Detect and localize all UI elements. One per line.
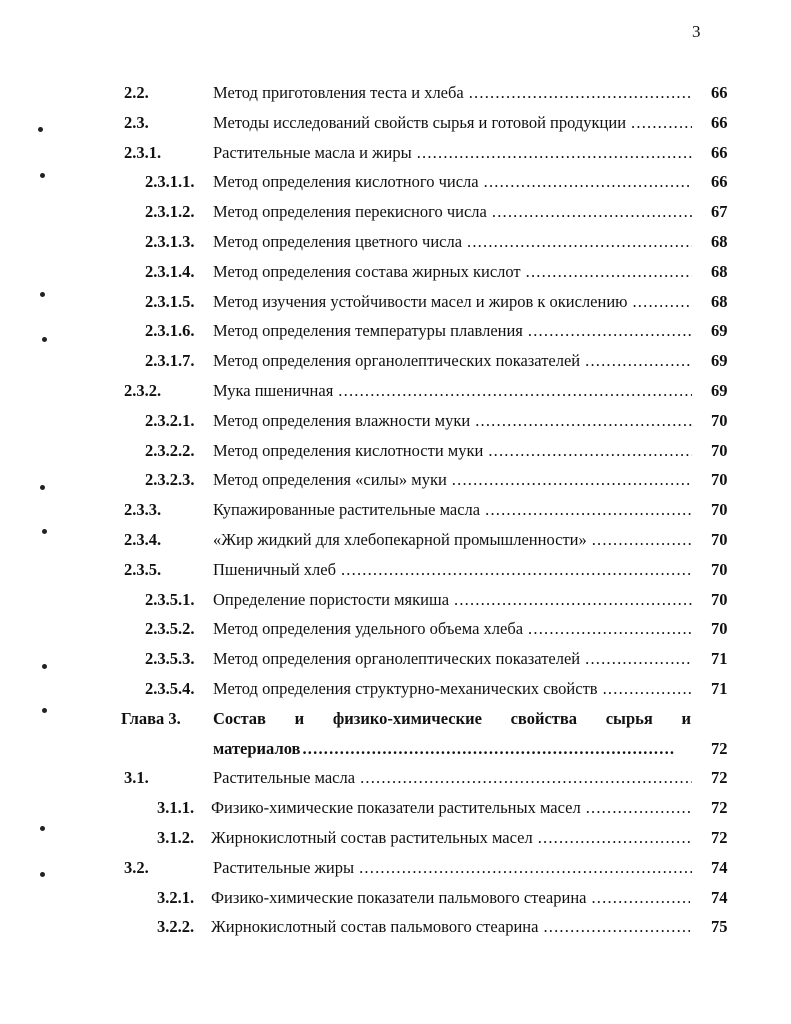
chapter-title-word: сырья — [605, 708, 653, 728]
toc-row[interactable] — [0, 257, 791, 287]
toc-row[interactable] — [0, 436, 791, 466]
toc-number: 2.3.1. — [124, 142, 162, 162]
toc-page: 70 — [711, 440, 728, 460]
toc-number: 2.3.2.3. — [145, 470, 195, 490]
chapter-heading-continuation[interactable] — [0, 734, 791, 764]
toc-row[interactable] — [0, 585, 791, 615]
toc-row[interactable] — [0, 376, 791, 406]
page-number: 3 — [692, 22, 701, 41]
toc-page: 70 — [711, 500, 728, 520]
toc-number: 2.3.5.2. — [145, 619, 195, 639]
dot-leader — [543, 917, 690, 937]
toc-title: Метод определения цветного числа — [213, 231, 463, 251]
toc-page: 66 — [711, 172, 728, 192]
toc-page: 70 — [711, 529, 728, 549]
toc-number: 2.3.5.3. — [145, 649, 195, 669]
dot-leader — [417, 143, 692, 163]
toc-row[interactable] — [0, 78, 791, 108]
scan-dot — [42, 664, 47, 669]
toc-page: 74 — [711, 857, 728, 877]
toc-row[interactable] — [0, 197, 791, 227]
toc-number: 3.2. — [124, 857, 149, 877]
dot-leader — [586, 798, 690, 818]
toc-row[interactable] — [0, 495, 791, 525]
scan-dot — [42, 708, 47, 713]
toc-row[interactable] — [0, 287, 791, 317]
toc-page: 67 — [711, 202, 728, 222]
toc-title: Физико-химические показатели растительных масел — [211, 798, 581, 818]
toc-title: «Жир жидкий для хлебопекарной промышленности» — [213, 529, 587, 549]
toc-page: 68 — [711, 261, 728, 281]
toc-title: Метод определения влажности муки — [213, 410, 471, 430]
toc-title: Методы исследований свойств сырья и готовой продукции — [213, 112, 627, 132]
toc-number: 3.2.2. — [157, 917, 195, 937]
scan-dot — [40, 485, 45, 490]
toc-page: 71 — [711, 649, 728, 669]
toc-title: Растительные жиры — [213, 857, 355, 877]
toc-title: Метод определения органолептических показателей — [213, 351, 581, 371]
toc-title: Метод определения перекисного числа — [213, 202, 487, 222]
toc-number: 2.3.1.7. — [145, 351, 195, 371]
toc-number: 3.2.1. — [157, 887, 195, 907]
toc-page: 70 — [711, 619, 728, 639]
dot-leader — [631, 113, 692, 133]
scan-dot — [40, 173, 45, 178]
toc-title: Пшеничный хлеб — [213, 559, 336, 579]
toc-page: 70 — [711, 470, 728, 490]
chapter-title-word: свойства — [510, 708, 578, 728]
dot-leader — [475, 411, 692, 431]
toc-page: 72 — [711, 827, 728, 847]
scan-dot — [40, 292, 45, 297]
dot-leader — [603, 679, 692, 699]
toc-title: Жирнокислотный состав пальмового стеарина — [211, 917, 539, 937]
toc-row[interactable] — [0, 763, 791, 793]
toc-page: 70 — [711, 559, 728, 579]
dot-leader — [302, 739, 675, 759]
scan-dot — [38, 127, 43, 132]
toc-title: Метод изучения устойчивости масел и жиров к окислению — [213, 291, 628, 311]
chapter-title-cont: материалов — [213, 738, 301, 758]
scan-dot — [40, 826, 45, 831]
toc-row[interactable] — [0, 614, 791, 644]
toc-row[interactable] — [0, 853, 791, 883]
toc-number: 3.1.1. — [157, 798, 195, 818]
toc-number: 2.3.4. — [124, 529, 162, 549]
toc-page: 69 — [711, 380, 728, 400]
toc-title: Метод определения кислотного числа — [213, 172, 479, 192]
dot-leader — [469, 83, 692, 103]
toc-page: 66 — [711, 142, 728, 162]
toc-row[interactable] — [0, 406, 791, 436]
toc-title: Растительные масла и жиры — [213, 142, 412, 162]
toc-number: 3.1.2. — [157, 827, 195, 847]
toc-number: 2.3. — [124, 112, 149, 132]
toc-page: 69 — [711, 351, 728, 371]
dot-leader — [454, 590, 692, 610]
toc-title: Метод определения структурно-механических свойств — [213, 678, 598, 698]
toc-row[interactable] — [0, 912, 791, 942]
toc-page: 68 — [711, 231, 728, 251]
dot-leader — [591, 888, 690, 908]
toc-number: 2.3.2. — [124, 380, 162, 400]
toc-title: Метод определения кислотности муки — [213, 440, 484, 460]
chapter-title-line — [213, 709, 691, 729]
toc-row[interactable] — [0, 644, 791, 674]
chapter-title-word: Состав — [213, 708, 266, 728]
toc-title: Метод определения температуры плавления — [213, 321, 523, 341]
chapter-title-word: физико-химические — [332, 708, 482, 728]
scan-dot — [40, 872, 45, 877]
toc-title: Метод определения состава жирных кислот — [213, 261, 521, 281]
toc-page: 66 — [711, 112, 728, 132]
chapter-title-word: и — [681, 708, 691, 728]
dot-leader — [360, 768, 692, 788]
toc-page: 72 — [711, 798, 728, 818]
toc-row[interactable] — [0, 316, 791, 346]
toc-number: 2.2. — [124, 83, 149, 102]
dot-leader — [538, 828, 690, 848]
dot-leader — [632, 292, 692, 312]
toc-page: 75 — [711, 917, 728, 937]
dot-leader — [528, 619, 692, 639]
chapter-number: Глава 3. — [121, 708, 181, 728]
dot-leader — [585, 351, 692, 371]
toc-row[interactable] — [0, 108, 791, 138]
toc-number: 3.1. — [124, 768, 149, 788]
toc-row[interactable] — [0, 555, 791, 585]
dot-leader — [452, 470, 692, 490]
toc-title: Мука пшеничная — [213, 380, 334, 400]
scan-dot — [42, 529, 47, 534]
table-of-contents — [0, 78, 791, 942]
toc-row[interactable] — [0, 346, 791, 376]
toc-page: 70 — [711, 589, 728, 609]
toc-number: 2.3.1.3. — [145, 231, 195, 251]
dot-leader — [585, 649, 692, 669]
toc-number: 2.3.1.6. — [145, 321, 195, 341]
dot-leader — [485, 500, 692, 520]
toc-page: 71 — [711, 678, 728, 698]
dot-leader — [526, 262, 692, 282]
toc-title: Метод определения «силы» муки — [213, 470, 447, 490]
toc-number: 2.3.1.2. — [145, 202, 195, 222]
dot-leader — [359, 858, 692, 878]
toc-title: Жирнокислотный состав растительных масел — [211, 827, 533, 847]
toc-page: 69 — [711, 321, 728, 341]
toc-page: 72 — [711, 738, 728, 758]
toc-title: Физико-химические показатели пальмового стеарина — [211, 887, 587, 907]
toc-number: 2.3.5.4. — [145, 678, 195, 698]
toc-number: 2.3.5.1. — [145, 589, 195, 609]
toc-title: Определение пористости мякиша — [213, 589, 450, 609]
toc-row[interactable] — [0, 525, 791, 555]
toc-title: Купажированные растительные масла — [213, 500, 481, 520]
toc-number: 2.3.2.2. — [145, 440, 195, 460]
dot-leader — [484, 172, 692, 192]
toc-row[interactable] — [0, 674, 791, 704]
dot-leader — [488, 441, 692, 461]
toc-row[interactable] — [0, 823, 791, 853]
toc-row[interactable] — [0, 138, 791, 168]
toc-title: Метод приготовления теста и хлеба — [213, 83, 464, 102]
chapter-title-word: и — [294, 708, 305, 728]
dot-leader — [341, 560, 692, 580]
toc-row[interactable] — [0, 793, 791, 823]
toc-number: 2.3.3. — [124, 500, 162, 520]
toc-page: 74 — [711, 887, 728, 907]
dot-leader — [592, 530, 692, 550]
toc-row[interactable] — [0, 167, 791, 197]
dot-leader — [467, 232, 692, 252]
dot-leader — [528, 321, 692, 341]
toc-number: 2.3.2.1. — [145, 410, 195, 430]
toc-title: Метод определения органолептических показателей — [213, 649, 581, 669]
toc-number: 2.3.1.1. — [145, 172, 195, 192]
dot-leader — [338, 381, 692, 401]
toc-row[interactable] — [0, 227, 791, 257]
dot-leader — [492, 202, 692, 222]
toc-page: 66 — [711, 83, 728, 102]
toc-page: 68 — [711, 291, 728, 311]
toc-row[interactable] — [0, 465, 791, 495]
toc-page: 70 — [711, 410, 728, 430]
chapter-heading[interactable] — [0, 704, 791, 734]
scan-dot — [42, 337, 47, 342]
toc-title: Метод определения удельного объема хлеба — [213, 619, 524, 639]
toc-number: 2.3.1.4. — [145, 261, 195, 281]
toc-number: 2.3.5. — [124, 559, 162, 579]
toc-page: 72 — [711, 768, 728, 788]
toc-title: Растительные масла — [213, 768, 356, 788]
toc-number: 2.3.1.5. — [145, 291, 195, 311]
toc-row[interactable] — [0, 883, 791, 913]
